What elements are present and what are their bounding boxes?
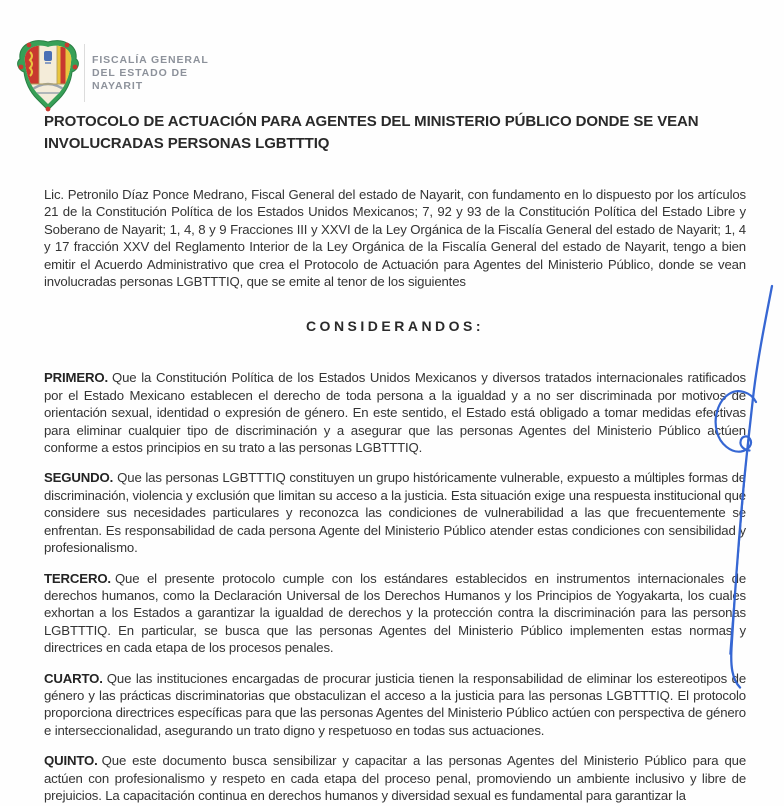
letterhead-divider xyxy=(84,44,85,102)
org-name xyxy=(92,54,209,93)
considerando-segundo-text: Que las personas LGBTTTIQ constituyen un grupo históricamente vulnerable, expuesto a múltiples formas de discriminación, violencia y exclusión que limitan su acceso a la justicia. Esta situación exige una respuesta institucional que considere sus necesidades particulares y reconozca las condiciones de vulnerabilidad a las que frecuentemente se enfrentan. Es responsabilidad de cada persona Agente del Ministerio Público atender estas condiciones con sensibilidad y profesionalismo. xyxy=(44,470,746,556)
org-name-line-1: FISCALÍA GENERAL xyxy=(92,54,209,66)
considerando-cuarto-lead: CUARTO. xyxy=(44,670,103,686)
considerando-segundo xyxy=(44,469,746,556)
considerando-primero-text: Que la Constitución Política de los Estados Unidos Mexicanos y diversos tratados internacionales ratificados por el Estado Mexicano establecen el derecho de toda persona a la igualdad y a no ser discriminada por motivos de orientación sexual, identidad o expresión de género. En este sentido, el Estado está obligado a tomar medidas efectivas para eliminar cualquier tipo de discriminación y a asegurar que las personas Agentes del Ministerio Público actúen conforme a estos principios en su trato a las personas LGBTTTIQ. xyxy=(44,370,746,456)
org-name-line-3: NAYARIT xyxy=(92,80,144,92)
considerando-tercero-lead: TERCERO. xyxy=(44,570,111,586)
intro-paragraph: Lic. Petronilo Díaz Ponce Medrano, Fiscal General del estado de Nayarit, con fundamento en lo dispuesto por los artículos 21 de la Constitución Política de los Estados Unidos Mexicanos; 7, 92 y 93 de la Constitución Política del Estado Libre y Soberano de Nayarit; 1, 4, 8 y 9 Fracciones III y XXVI de la Ley Orgánica de la Fiscalía General del estado de Nayarit; 1, 4 y 17 fracción XXV del Reglamento Interior de la Ley Orgánica de la Fiscalía General del estado de Nayarit, tengo a bien emitir el Acuerdo Administrativo que crea el Protocolo de Actuación para Agentes del Ministerio Público, donde se vean involucradas personas LGBTTTIQ, que se emite al tenor de los siguientes xyxy=(44,187,746,290)
considerando-tercero-text: Que el presente protocolo cumple con los estándares establecidos en instrumentos internacionales de derechos humanos, como la Declaración Universal de los Derechos Humanos y los Principios de Yogyakarta, los cuales exhortan a los Estados a garantizar la igualdad de derechos y la protección contra la discriminación para las personas LGBTTTIQ. En particular, se busca que las personas Agentes del Ministerio Público implementen estas normas y directrices en cada etapa de los procesos penales. xyxy=(44,570,746,656)
org-name-line-2: DEL ESTADO DE xyxy=(92,67,188,79)
considerando-quinto-text: Que este documento busca sensibilizar y capacitar a las personas Agentes del Ministerio Público para que actúen con profesionalismo y respeto en cada etapa del proceso penal, promoviendo un ambiente inclusivo y libre de prejuicios. La capacitación continua en derechos humanos y diversidad sexual es fundamental para garantizar la xyxy=(44,753,746,803)
considerando-tercero xyxy=(44,570,746,657)
considerando-primero xyxy=(44,369,746,456)
considerando-cuarto xyxy=(44,670,746,740)
considerando-quinto-lead: QUINTO. xyxy=(44,753,98,769)
considerando-quinto xyxy=(44,752,746,804)
document-title: PROTOCOLO DE ACTUACIÓN PARA AGENTES DEL MINISTERIO PÚBLICO DONDE SE VEAN INVOLUCRADAS PERSONAS LGBTTTIQ xyxy=(44,113,699,152)
considerando-segundo-lead: SEGUNDO. xyxy=(44,470,114,486)
considerando-cuarto-text: Que las instituciones encargadas de procurar justicia tienen la responsabilidad de eliminar los estereotipos de género y las prácticas discriminatorias que obstaculizan el acceso a la justicia para las personas LGBTTTIQ. El protocolo proporciona directrices específicas para que las personas Agentes del Ministerio Público actúen con perspectiva de género e interseccionalidad, asegurando un trato digno y respetuoso en todas sus actuaciones. xyxy=(44,670,746,738)
fiscalia-nayarit-coat-of-arms-logo xyxy=(16,40,80,112)
letterhead xyxy=(16,40,209,112)
section-heading-considerandos: CONSIDERANDOS: xyxy=(305,318,485,335)
document-body xyxy=(44,111,746,806)
considerando-primero-lead: PRIMERO. xyxy=(44,370,109,386)
